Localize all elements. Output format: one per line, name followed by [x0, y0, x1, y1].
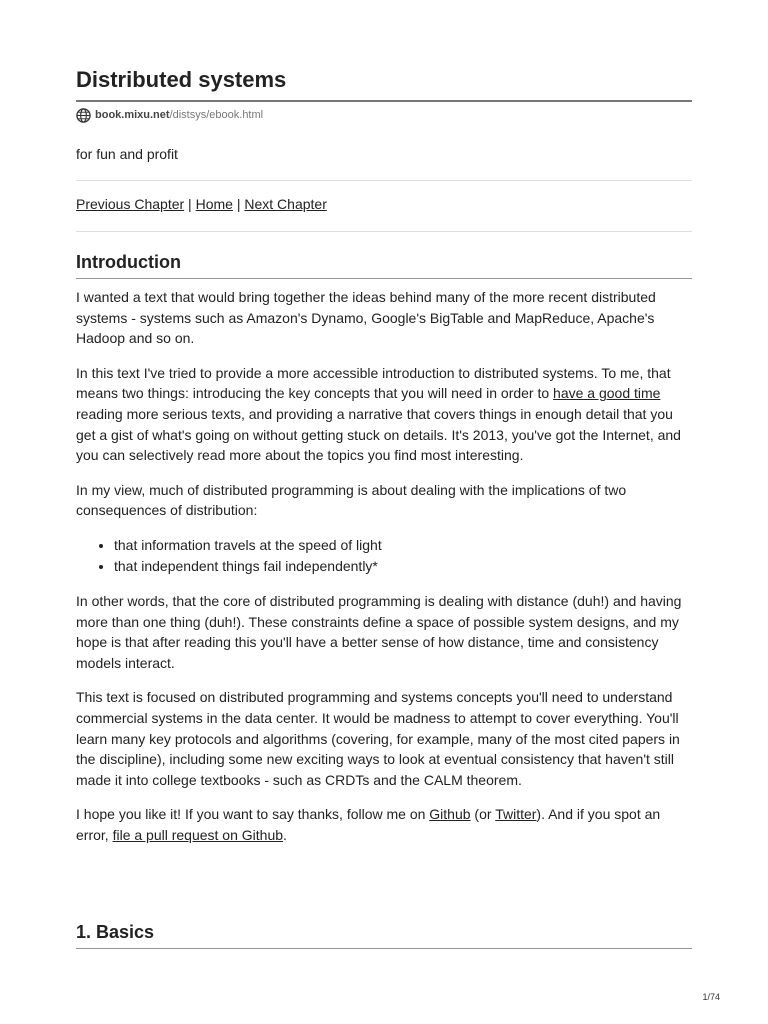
basics-heading: 1. Basics: [76, 922, 155, 942]
source-domain: book.mixu.net: [95, 109, 170, 121]
intro-paragraph-4: In other words, that the core of distributed programming is dealing with distance (duh!) and having more than one thing (duh!). These constraints define a space of possible system designs, and my hope is that after reading this you'll have a better sense of how distance, time and consistency models interact.: [76, 592, 682, 671]
text-span: ). And if you spot an error,: [76, 806, 661, 843]
text-span: In this text I've tried to provide a more accessible introduction to distributed systems. To me, that means two things: introducing the key concepts that you will need in order to: [76, 364, 671, 402]
nav-divider: [76, 231, 692, 232]
twitter-link[interactable]: Twitter: [495, 806, 537, 823]
text-span: I hope you like it! If you want to say thanks, follow me on: [76, 806, 430, 823]
home-link[interactable]: Home: [195, 196, 233, 212]
list-item: • that information travels at the speed of light: [114, 535, 692, 556]
text-span: (or: [470, 806, 496, 823]
page-number: 1/74: [702, 992, 720, 1002]
globe-icon: [76, 108, 91, 123]
chapter-nav: [76, 195, 327, 213]
have-a-good-time-link[interactable]: have a good time: [553, 385, 661, 402]
intro-paragraph-3: In my view, much of distributed programming is about dealing with the implications of two consequences of distribution:: [76, 481, 627, 519]
nav-separator: |: [232, 196, 245, 212]
title-divider: [76, 100, 692, 102]
list-item: • that independent things fail independently*: [114, 556, 692, 577]
text-span: .: [283, 826, 287, 843]
pull-request-link[interactable]: file a pull request on Github: [112, 826, 284, 843]
next-chapter-link[interactable]: Next Chapter: [244, 196, 327, 212]
basics-divider: [76, 948, 692, 949]
consequences-list: [76, 535, 692, 577]
intro-paragraph-6: [76, 804, 692, 845]
introduction-divider: [76, 278, 692, 279]
subtitle-divider: [76, 180, 692, 181]
intro-paragraph-1: I wanted a text that would bring together the ideas behind many of the more recent distributed systems - systems such as Amazon's Dynamo, Google's BigTable and MapReduce, Apache's Hadoop and so on.: [76, 289, 656, 347]
source-url[interactable]: [76, 106, 263, 124]
github-link[interactable]: Github: [429, 806, 471, 823]
subtitle: for fun and profit: [76, 146, 178, 162]
introduction-heading: Introduction: [76, 252, 181, 272]
text-span: reading more serious texts, and providing a narrative that covers things in enough detail that you get a gist of what's going on without getting stuck on details. It's 2013, you've got the Internet, and you can selectively read more about the topics you find most interesting.: [76, 405, 681, 464]
source-path: /distsys/ebook.html: [169, 109, 264, 121]
nav-separator: |: [184, 196, 196, 212]
intro-paragraph-5: This text is focused on distributed programming and systems concepts you'll need to understand commercial systems in the data center. It would be madness to attempt to cover everything. You'll learn many key protocols and algorithms (covering, for example, many of the most cited papers in the discipline), including some new exciting ways to look at eventual consistency that haven't still made it into college textbooks - such as CRDTs and the CALM theorem.: [76, 689, 680, 788]
page-title: Distributed systems: [76, 67, 287, 92]
introduction-body: [76, 287, 692, 859]
intro-paragraph-2: [76, 363, 692, 466]
previous-chapter-link[interactable]: Previous Chapter: [76, 196, 185, 212]
